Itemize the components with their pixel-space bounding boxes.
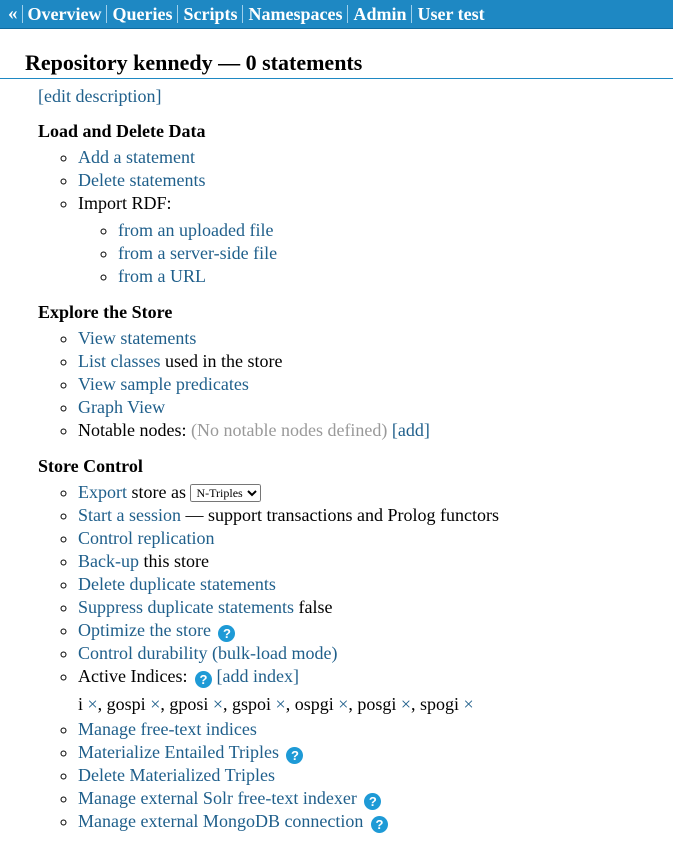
add-notable-link[interactable]: [add] [391,420,430,440]
main-content [0,85,673,833]
list-item [78,787,673,810]
control-list-continued [38,718,673,833]
list-item [78,764,673,787]
remove-index-icon[interactable]: × [338,694,349,714]
active-indices-label: Active Indices: [78,666,192,686]
index-name: gspoi [232,694,272,714]
materialize-link[interactable]: Materialize Entailed Triples [78,742,279,762]
start-session-link[interactable]: Start a session [78,505,181,525]
help-icon[interactable]: ? [286,747,303,764]
nav-namespaces[interactable]: Namespaces [248,4,343,24]
backup-suffix: this store [138,551,209,571]
list-item [78,481,673,504]
index-name: gospi [106,694,146,714]
view-predicates-link[interactable]: View sample predicates [78,374,249,394]
index-name: ospgi [294,694,334,714]
manage-freetext-link[interactable]: Manage free-text indices [78,719,257,739]
list-item [78,665,673,688]
delete-materialized-link[interactable]: Delete Materialized Triples [78,765,275,785]
list-item [78,327,673,350]
list-item [78,596,673,619]
list-classes-link[interactable]: List classes [78,351,161,371]
list-item [78,718,673,741]
list-item [78,810,673,833]
index-name: gposi [169,694,209,714]
export-format-select[interactable] [190,484,261,502]
list-item [78,642,673,665]
index-name: posgi [357,694,397,714]
list-item [118,219,673,242]
load-section-heading: Load and Delete Data [38,121,206,141]
list-item [78,169,673,192]
import-url-link[interactable]: from a URL [118,266,206,286]
help-icon[interactable]: ? [371,816,388,833]
control-list [38,481,673,688]
graph-view-link[interactable]: Graph View [78,397,166,417]
session-suffix: — support transactions and Prolog functors [181,505,499,525]
list-item [78,350,673,373]
manage-solr-link[interactable]: Manage external Solr free-text indexer [78,788,357,808]
nav-overview[interactable]: Overview [27,4,102,24]
list-item [78,573,673,596]
nav-admin[interactable]: Admin [353,4,407,24]
control-durability-link[interactable]: Control durability (bulk-load mode) [78,643,338,663]
export-link[interactable]: Export [78,482,127,502]
list-classes-suffix: used in the store [160,351,283,371]
load-list [38,146,673,288]
explore-section-heading: Explore the Store [38,302,173,322]
remove-index-icon[interactable]: × [400,694,412,714]
help-icon[interactable]: ? [218,625,235,642]
list-item [78,527,673,550]
index-name: spogi [420,694,460,714]
optimize-link[interactable]: Optimize the store [78,620,211,640]
nav-user[interactable]: User test [417,4,485,24]
list-item [78,550,673,573]
list-item [78,504,673,527]
delete-statements-link[interactable]: Delete statements [78,170,206,190]
remove-index-icon[interactable]: × [150,694,161,714]
remove-index-icon[interactable]: × [275,694,286,714]
list-item [78,419,673,442]
list-item [118,265,673,288]
remove-index-icon[interactable]: × [212,694,224,714]
list-item [78,192,673,288]
import-rdf-label: Import RDF: [78,193,172,213]
back-icon[interactable]: « [8,3,18,24]
list-item [78,373,673,396]
edit-description-link[interactable]: [edit description] [38,86,162,106]
help-icon[interactable]: ? [364,793,381,810]
view-statements-link[interactable]: View statements [78,328,197,348]
delete-duplicates-link[interactable]: Delete duplicate statements [78,574,276,594]
export-suffix: store as [127,482,191,502]
help-icon[interactable]: ? [195,671,212,688]
indices-list: i ×, gospi ×, gposi ×, gspoi ×, ospgi ×, posgi ×, spogi × [78,694,474,714]
manage-mongodb-link[interactable]: Manage external MongoDB connection [78,811,364,831]
control-section-heading: Store Control [38,456,143,476]
control-replication-link[interactable]: Control replication [78,528,215,548]
suppress-duplicates-link[interactable]: Suppress duplicate statements [78,597,294,617]
nav-queries[interactable]: Queries [112,4,173,24]
list-item [78,741,673,764]
list-item [118,242,673,265]
page-title: Repository kennedy — 0 statements [0,29,673,79]
suppress-value: false [293,597,333,617]
import-rdf-list [78,219,673,288]
remove-index-icon[interactable]: × [463,694,474,714]
backup-link[interactable]: Back-up [78,551,139,571]
nav-scripts[interactable]: Scripts [183,4,238,24]
list-item [78,396,673,419]
import-server-link[interactable]: from a server-side file [118,243,278,263]
remove-index-icon[interactable]: × [87,694,98,714]
list-item [78,146,673,169]
notable-nodes-empty: (No notable nodes defined) [190,420,388,440]
import-uploaded-link[interactable]: from an uploaded file [118,220,274,240]
top-nav-bar [0,0,673,29]
index-name: i [78,694,84,714]
add-statement-link[interactable]: Add a statement [78,147,195,167]
notable-nodes-label: Notable nodes: [78,420,191,440]
list-item [78,619,673,642]
explore-list [38,327,673,442]
add-index-link[interactable]: [add index] [216,666,299,686]
